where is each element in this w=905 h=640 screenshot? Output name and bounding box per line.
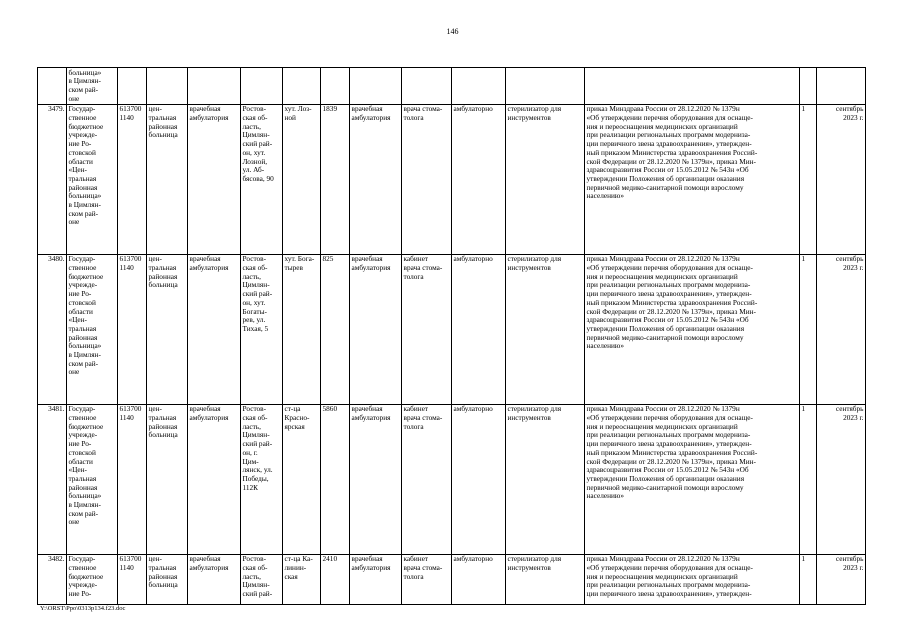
- hospital-cell: [147, 254, 188, 404]
- cell-line: ния и переоснащения медицинских организаций: [586, 121, 738, 131]
- cell-line: при реализации региональных программ модерниза-: [586, 430, 751, 440]
- cell-line: в Цимлян-: [68, 200, 101, 210]
- cell-line: ской Федерации от 28.12.2020 № 1379н», приказ Мин-: [586, 156, 756, 166]
- unit-type-cell: [188, 554, 241, 604]
- cell-line: ции первичного звена здравоохранения», утвержден-: [586, 589, 752, 599]
- cell-line: первичной медико-санитарной помощи взрослому: [586, 182, 744, 192]
- cell-line: ская об-: [242, 263, 268, 273]
- cell-line: в Цимлян-: [68, 76, 101, 86]
- cell-line: цен-: [148, 254, 162, 264]
- cell-line: районная: [148, 571, 178, 581]
- care-type-cell: амбулаторно: [452, 554, 506, 604]
- cell-line: области: [68, 456, 93, 466]
- table-row: [38, 404, 866, 554]
- equipment-cell: [506, 554, 585, 604]
- cell-line: области: [68, 306, 93, 316]
- cell-line: амбулатория: [189, 113, 229, 123]
- organization-cell: [67, 254, 118, 404]
- cell-line: врачебная: [351, 404, 383, 414]
- cell-line: приказ Минздрава России от 28.12.2020 № 1379н: [586, 104, 740, 114]
- settlement-cell: [283, 554, 321, 604]
- cell-line: здравсоцразвития России от 15.05.2012 № 543н «Об: [586, 315, 749, 325]
- cell-line: ская: [284, 571, 298, 581]
- cell-line: стерилизатор для: [507, 104, 562, 114]
- cell-line: районная: [148, 121, 178, 131]
- cell-line: «Цен-: [68, 465, 87, 475]
- cell-line: толога: [403, 421, 424, 431]
- cell-line: бясова, 90: [242, 173, 274, 183]
- cell-line: ский рай-: [242, 589, 273, 599]
- population-cell: 5860: [321, 404, 350, 554]
- cell-line: населению»: [586, 341, 624, 351]
- organization-cell: [67, 404, 118, 554]
- cell-line: Богаты-: [242, 306, 267, 316]
- table-row: [38, 254, 866, 404]
- hospital-cell: [147, 554, 188, 604]
- row-number: 3482.: [38, 554, 67, 604]
- cell-line: больница»: [68, 191, 102, 201]
- unit-type-cell: [188, 404, 241, 554]
- cell-line: больница»: [68, 491, 102, 501]
- quantity-cell: 1: [800, 554, 817, 604]
- cell-line: районная: [148, 421, 178, 431]
- cell-line: стерилизатор для: [507, 254, 562, 264]
- cell-line: Ростов-: [242, 254, 267, 264]
- cell-line: Цим-: [242, 456, 259, 466]
- room-cell: [402, 104, 452, 254]
- cell-line: утверждении Положения об организации оказания: [586, 473, 745, 483]
- cell-line: ст-ца: [284, 404, 301, 414]
- cell-line: цен-: [148, 104, 162, 114]
- cell-line: тральная: [68, 323, 97, 333]
- date-cell: [817, 104, 866, 254]
- cell-line: врачебная: [189, 104, 221, 114]
- cell-line: «Об утверждении перечня оборудования для оснаще-: [586, 413, 753, 423]
- cell-line: толога: [403, 271, 424, 281]
- cell-line: ния и переоснащения медицинских организаций: [586, 271, 738, 281]
- cell-line: кабинет: [403, 554, 429, 564]
- quantity-cell: 1: [800, 404, 817, 554]
- quantity-cell: [800, 68, 817, 105]
- address-cell: [241, 554, 283, 604]
- organization-cell: [67, 554, 118, 604]
- table-row-fragment: [38, 68, 866, 105]
- cell-line: врачебная: [189, 404, 221, 414]
- cell-line: линин-: [284, 563, 307, 573]
- cell-line: сентябрь: [835, 104, 864, 114]
- cell-line: Цимлян-: [242, 130, 270, 140]
- cell-line: врачебная: [189, 554, 221, 564]
- cell-line: приказ Минздрава России от 28.12.2020 № 1379н: [586, 554, 740, 564]
- cell-line: амбулатория: [189, 563, 229, 573]
- cell-line: ния и переоснащения медицинских организаций: [586, 571, 738, 581]
- org-code-cell: [118, 104, 147, 254]
- cell-line: населению»: [586, 191, 624, 201]
- quantity-cell: 1: [800, 254, 817, 404]
- cell-line: цен-: [148, 404, 162, 414]
- cell-line: 2023 г.: [843, 263, 864, 273]
- cell-line: инструментов: [507, 263, 551, 273]
- equipment-table: [37, 67, 866, 605]
- org-code-cell: [118, 404, 147, 554]
- cell-line: ласть,: [242, 121, 261, 131]
- cell-line: врача стома-: [403, 413, 443, 423]
- cell-line: врачебная: [189, 254, 221, 264]
- cell-line: ский рай-: [242, 289, 273, 299]
- cell-line: сентябрь: [835, 254, 864, 264]
- cell-line: он, г.: [242, 447, 258, 457]
- footer-path: Y:\ORST\Ppo\0313p134.f23.doc: [40, 605, 126, 612]
- unit-type-cell: [188, 68, 241, 105]
- cell-line: Государ-: [68, 404, 96, 414]
- cell-line: ская об-: [242, 113, 268, 123]
- cell-line: 613700: [119, 554, 142, 564]
- cell-line: инструментов: [507, 413, 551, 423]
- cell-line: 112К: [242, 482, 259, 492]
- care-type-cell: амбулаторно: [452, 254, 506, 404]
- cell-line: тырев: [284, 263, 303, 273]
- cell-line: амбулатория: [189, 413, 229, 423]
- cell-line: тральная: [68, 473, 97, 483]
- care-type-cell: амбулаторно: [452, 104, 506, 254]
- address-cell: [241, 404, 283, 554]
- date-cell: [817, 254, 866, 404]
- cell-line: ласть,: [242, 571, 261, 581]
- care-type-cell: амбулаторно: [452, 404, 506, 554]
- cell-line: сентябрь: [835, 554, 864, 564]
- org-code-cell: [118, 68, 147, 105]
- cell-line: ский рай-: [242, 139, 273, 149]
- cell-line: больница: [148, 580, 178, 590]
- cell-line: ском рай-: [68, 84, 99, 94]
- population-cell: 2410: [321, 554, 350, 604]
- cell-line: при реализации региональных программ модерниза-: [586, 280, 751, 290]
- cell-line: ственное: [68, 263, 97, 273]
- equipment-cell: [506, 104, 585, 254]
- cell-line: кабинет: [403, 254, 429, 264]
- address-cell: [241, 104, 283, 254]
- cell-line: 613700: [119, 404, 142, 414]
- population-cell: [321, 68, 350, 105]
- cell-line: ной: [284, 113, 296, 123]
- cell-line: 613700: [119, 104, 142, 114]
- cell-line: толога: [403, 571, 424, 581]
- cell-line: в Цимлян-: [68, 350, 101, 360]
- cell-line: учрежде-: [68, 280, 98, 290]
- hospital-cell: [147, 68, 188, 105]
- cell-line: районная: [148, 271, 178, 281]
- cell-line: Государ-: [68, 554, 96, 564]
- cell-line: «Об утверждении перечня оборудования для оснаще-: [586, 563, 753, 573]
- cell-line: приказ Минздрава России от 28.12.2020 № 1379н: [586, 404, 740, 414]
- order-cell: [585, 254, 800, 404]
- cell-line: Ростов-: [242, 404, 267, 414]
- cell-line: первичной медико-санитарной помощи взрослому: [586, 332, 744, 342]
- cell-line: больница»: [68, 341, 102, 351]
- cell-line: Цимлян-: [242, 430, 270, 440]
- cell-line: инструментов: [507, 113, 551, 123]
- table-row: [38, 554, 866, 604]
- subdivision-cell: [350, 554, 402, 604]
- settlement-cell: [283, 68, 321, 105]
- cell-line: здравсоцразвития России от 15.05.2012 № 543н «Об: [586, 165, 749, 175]
- cell-line: инструментов: [507, 563, 551, 573]
- cell-line: Красно-: [284, 413, 310, 423]
- cell-line: учрежде-: [68, 130, 98, 140]
- cell-line: бюджетное: [68, 271, 104, 281]
- hospital-cell: [147, 104, 188, 254]
- cell-line: врача стома-: [403, 263, 443, 273]
- subdivision-cell: [350, 404, 402, 554]
- cell-line: амбулатория: [351, 413, 391, 423]
- cell-line: больница: [148, 430, 178, 440]
- cell-line: первичной медико-санитарной помощи взрослому: [586, 482, 744, 492]
- cell-line: амбулатория: [351, 263, 391, 273]
- cell-line: 1140: [119, 113, 134, 123]
- subdivision-cell: [350, 68, 402, 105]
- cell-line: 2023 г.: [843, 413, 864, 423]
- cell-line: ние Ро-: [68, 139, 92, 149]
- settlement-cell: [283, 404, 321, 554]
- cell-line: приказ Минздрава России от 28.12.2020 № 1379н: [586, 254, 740, 264]
- cell-line: ярская: [284, 421, 305, 431]
- cell-line: ственное: [68, 563, 97, 573]
- cell-line: 613700: [119, 254, 142, 264]
- organization-cell: [67, 104, 118, 254]
- cell-line: 2023 г.: [843, 563, 864, 573]
- order-cell: [585, 404, 800, 554]
- cell-line: сентябрь: [835, 404, 864, 414]
- cell-line: ул. Аб-: [242, 165, 265, 175]
- subdivision-cell: [350, 254, 402, 404]
- row-number: 3480.: [38, 254, 67, 404]
- cell-line: Государ-: [68, 254, 96, 264]
- population-cell: 1839: [321, 104, 350, 254]
- cell-line: хут. Бога-: [284, 254, 315, 264]
- cell-line: ния и переоснащения медицинских организаций: [586, 421, 738, 431]
- cell-line: ние Ро-: [68, 289, 92, 299]
- cell-line: Государ-: [68, 104, 96, 114]
- cell-line: Ростов-: [242, 554, 267, 564]
- cell-line: рев, ул.: [242, 315, 266, 325]
- cell-line: толога: [403, 113, 424, 123]
- cell-line: амбулатория: [351, 113, 391, 123]
- cell-line: учрежде-: [68, 430, 98, 440]
- cell-line: здравсоцразвития России от 15.05.2012 № 543н «Об: [586, 465, 749, 475]
- order-cell: [585, 104, 800, 254]
- organization-cell: [67, 68, 118, 105]
- cell-line: оне: [68, 93, 80, 103]
- date-cell: [817, 68, 866, 105]
- cell-line: лянск, ул.: [242, 465, 273, 475]
- cell-line: «Об утверждении перечня оборудования для оснаще-: [586, 113, 753, 123]
- cell-line: районная: [68, 182, 98, 192]
- subdivision-cell: [350, 104, 402, 254]
- cell-line: Цимлян-: [242, 280, 270, 290]
- cell-line: учрежде-: [68, 580, 98, 590]
- cell-line: Тихая, 5: [242, 323, 269, 333]
- cell-line: ском рай-: [68, 358, 99, 368]
- cell-line: ст-ца Ка-: [284, 554, 313, 564]
- cell-line: ласть,: [242, 421, 261, 431]
- cell-line: тральная: [148, 113, 177, 123]
- cell-line: «Об утверждении перечня оборудования для оснаще-: [586, 263, 753, 273]
- cell-line: больница: [148, 130, 178, 140]
- cell-line: населению»: [586, 491, 624, 501]
- cell-line: ции первичного звена здравоохранения», утвержден-: [586, 289, 752, 299]
- date-cell: [817, 404, 866, 554]
- cell-line: он, хут.: [242, 297, 266, 307]
- cell-line: Цимлян-: [242, 580, 270, 590]
- date-cell: [817, 554, 866, 604]
- cell-line: бюджетное: [68, 421, 104, 431]
- cell-line: врачебная: [351, 254, 383, 264]
- cell-line: бюджетное: [68, 121, 104, 131]
- cell-line: стовской: [68, 297, 96, 307]
- settlement-cell: [283, 104, 321, 254]
- cell-line: тральная: [148, 263, 177, 273]
- equipment-cell: [506, 404, 585, 554]
- cell-line: врача стома-: [403, 104, 443, 114]
- cell-line: в Цимлян-: [68, 500, 101, 510]
- address-cell: [241, 254, 283, 404]
- cell-line: больница»: [68, 67, 102, 77]
- cell-line: кабинет: [403, 404, 429, 414]
- cell-line: районная: [68, 332, 98, 342]
- cell-line: стовской: [68, 147, 96, 157]
- cell-line: больница: [148, 280, 178, 290]
- room-cell: [402, 404, 452, 554]
- row-number: 3481.: [38, 404, 67, 554]
- unit-type-cell: [188, 254, 241, 404]
- cell-line: врачебная: [351, 104, 383, 114]
- cell-line: ский рай-: [242, 439, 273, 449]
- room-cell: [402, 254, 452, 404]
- cell-line: ственное: [68, 413, 97, 423]
- cell-line: ласть,: [242, 271, 261, 281]
- cell-line: 1140: [119, 413, 134, 423]
- cell-line: Ростов-: [242, 104, 267, 114]
- cell-line: ская об-: [242, 563, 268, 573]
- quantity-cell: 1: [800, 104, 817, 254]
- org-code-cell: [118, 554, 147, 604]
- cell-line: ском рай-: [68, 508, 99, 518]
- care-type-cell: [452, 68, 506, 105]
- cell-line: 2023 г.: [843, 113, 864, 123]
- cell-line: амбулатория: [351, 563, 391, 573]
- cell-line: ской Федерации от 28.12.2020 № 1379н», приказ Мин-: [586, 456, 756, 466]
- cell-line: 1140: [119, 263, 134, 273]
- cell-line: бюджетное: [68, 571, 104, 581]
- cell-line: врачебная: [351, 554, 383, 564]
- cell-line: тральная: [148, 413, 177, 423]
- cell-line: 1140: [119, 563, 134, 573]
- cell-line: ской Федерации от 28.12.2020 № 1379н», приказ Мин-: [586, 306, 756, 316]
- cell-line: тральная: [68, 173, 97, 183]
- cell-line: ный приказом Министерства здравоохранения Россий-: [586, 447, 758, 457]
- hospital-cell: [147, 404, 188, 554]
- cell-line: оне: [68, 517, 80, 527]
- cell-line: Победы,: [242, 473, 269, 483]
- address-cell: [241, 68, 283, 105]
- cell-line: тральная: [148, 563, 177, 573]
- cell-line: он, хут.: [242, 147, 266, 157]
- cell-line: хут. Лоз-: [284, 104, 312, 114]
- table-row: [38, 104, 866, 254]
- cell-line: ние Ро-: [68, 589, 92, 599]
- cell-line: врача стома-: [403, 563, 443, 573]
- cell-line: ный приказом Министерства здравоохранения Россий-: [586, 147, 758, 157]
- equipment-cell: [506, 68, 585, 105]
- cell-line: ском рай-: [68, 208, 99, 218]
- cell-line: ный приказом Министерства здравоохранения Россий-: [586, 297, 758, 307]
- cell-line: районная: [68, 482, 98, 492]
- order-cell: [585, 554, 800, 604]
- cell-line: оне: [68, 217, 80, 227]
- cell-line: оне: [68, 367, 80, 377]
- page-number: 146: [446, 27, 459, 36]
- cell-line: стерилизатор для: [507, 404, 562, 414]
- cell-line: области: [68, 156, 93, 166]
- cell-line: ции первичного звена здравоохранения», утвержден-: [586, 439, 752, 449]
- row-number: 3479.: [38, 104, 67, 254]
- cell-line: при реализации региональных программ модерниза-: [586, 130, 751, 140]
- order-cell: [585, 68, 800, 105]
- cell-line: цен-: [148, 554, 162, 564]
- cell-line: стерилизатор для: [507, 554, 562, 564]
- row-number: [38, 68, 67, 105]
- room-cell: [402, 554, 452, 604]
- cell-line: Лозной,: [242, 156, 268, 166]
- cell-line: стовской: [68, 447, 96, 457]
- settlement-cell: [283, 254, 321, 404]
- cell-line: ние Ро-: [68, 439, 92, 449]
- room-cell: [402, 68, 452, 105]
- cell-line: «Цен-: [68, 315, 87, 325]
- cell-line: при реализации региональных программ модерниза-: [586, 580, 751, 590]
- cell-line: ственное: [68, 113, 97, 123]
- cell-line: ская об-: [242, 413, 268, 423]
- unit-type-cell: [188, 104, 241, 254]
- equipment-cell: [506, 254, 585, 404]
- org-code-cell: [118, 254, 147, 404]
- cell-line: утверждении Положения об организации оказания: [586, 323, 745, 333]
- cell-line: «Цен-: [68, 165, 87, 175]
- cell-line: утверждении Положения об организации оказания: [586, 173, 745, 183]
- cell-line: ции первичного звена здравоохранения», утвержден-: [586, 139, 752, 149]
- population-cell: 825: [321, 254, 350, 404]
- cell-line: амбулатория: [189, 263, 229, 273]
